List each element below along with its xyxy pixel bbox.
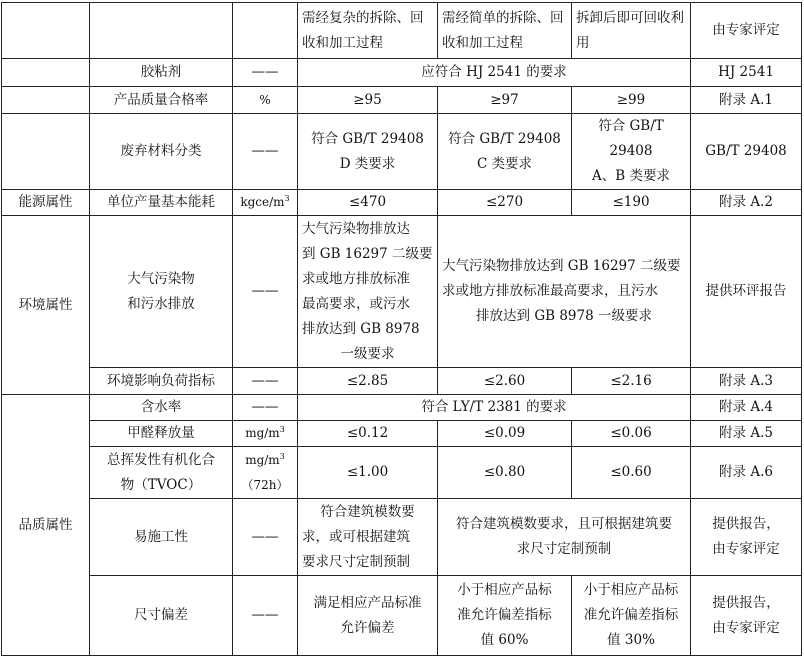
value-complex	[298, 216, 438, 368]
value-line: 小于相应产品标	[457, 582, 552, 598]
indicator-unit: ——	[233, 216, 298, 368]
value-line: 符合 GB/T 29408	[598, 118, 664, 159]
test-method: HJ 2541	[691, 59, 802, 87]
value-direct	[572, 576, 691, 656]
indicator-name: 尺寸偏差	[90, 576, 233, 656]
indicator-unit: ——	[233, 114, 298, 190]
row-moisture	[2, 395, 802, 421]
value-complex	[298, 114, 438, 190]
value-line: 符合建筑模数要	[320, 503, 415, 520]
value-line: 符合建筑模数要求，且可根据建筑要	[456, 516, 672, 532]
value-line: 到 GB 16297 二级要	[302, 245, 433, 262]
group-energy: 能源属性	[2, 190, 90, 216]
value-direct: ≤0.60	[572, 447, 691, 499]
row-emission	[2, 216, 802, 368]
row-formaldehyde	[2, 421, 802, 447]
test-method: 附录 A.3	[691, 368, 802, 395]
value-line: 准允许偏差指标	[457, 607, 552, 623]
test-method: 附录 A.2	[691, 190, 802, 216]
value-line: 符合 GB/T 29408	[311, 130, 424, 147]
value-direct: ≥99	[572, 87, 691, 114]
header-direct-recycle: 拆卸后即可回收利用	[572, 3, 691, 59]
method-line: 提供报告，	[712, 594, 780, 611]
header-complex-process: 需经复杂的拆除、回收和加工过程	[298, 3, 438, 59]
header-row	[2, 3, 802, 59]
value-complex	[298, 576, 438, 656]
value-line: A、B 类要求	[592, 168, 670, 184]
indicator-unit: $mg/m^3$	[233, 421, 298, 447]
value-line: 准允许偏差指标	[583, 607, 679, 623]
value-line: 值 30%	[607, 632, 655, 648]
value-line: 求或地方排放标准最高要求，且污水	[442, 283, 658, 299]
value-simple: ≤0.80	[438, 447, 572, 499]
group-blank-top	[2, 114, 90, 190]
value-line: 小于相应产品标	[583, 582, 679, 598]
value-line: D 类要求	[339, 155, 396, 172]
indicator-unit: ——	[233, 59, 298, 87]
value-simple: ≤270	[438, 190, 572, 216]
row-env-load	[2, 368, 802, 395]
value-line: 一级要求	[340, 345, 395, 362]
indicator-unit: ——	[233, 368, 298, 395]
row-size	[2, 576, 802, 656]
value-complex: ≤470	[298, 190, 438, 216]
group-quality: 品质属性	[2, 395, 90, 656]
value-simple: ≤0.09	[438, 421, 572, 447]
method-line: 提供报告，	[712, 516, 780, 532]
indicator-unit: kgce/$m^3$	[233, 190, 298, 216]
indicator-name: 产品质量合格率	[90, 87, 233, 114]
header-blank-group	[2, 3, 90, 59]
value-simple: ≤2.60	[438, 368, 572, 395]
group-blank-top	[2, 59, 90, 87]
group-environment: 环境属性	[2, 216, 90, 395]
value-direct	[572, 114, 691, 190]
header-blank-unit	[233, 3, 298, 59]
value-complex: ≤2.85	[298, 368, 438, 395]
method-line: 由专家评定	[712, 619, 780, 636]
value-line: 满足相应产品标准	[313, 594, 422, 611]
test-method: GB/T 29408	[691, 114, 802, 190]
row-waste	[2, 114, 802, 190]
indicator-name: 单位产量基本能耗	[90, 190, 233, 216]
value-line: 大气污染物排放达	[302, 220, 410, 237]
value-merged	[438, 216, 691, 368]
name-line: 物（TVOC）	[120, 476, 202, 493]
value-line: 要求尺寸定制预制	[302, 553, 410, 570]
indicator-unit: %	[233, 87, 298, 114]
indicator-name: 含水率	[90, 395, 233, 421]
value-simple	[438, 576, 572, 656]
test-method: 提供环评报告	[691, 216, 802, 368]
row-tvoc	[2, 447, 802, 499]
method-line: 由专家评定	[712, 541, 780, 557]
test-method: 附录 A.1	[691, 87, 802, 114]
value-direct: ≤2.16	[572, 368, 691, 395]
indicator-name: 胶粘剂	[90, 59, 233, 87]
value-line: 允许偏差	[340, 619, 395, 636]
group-blank-top	[2, 87, 90, 114]
name-line: 和污水排放	[127, 295, 195, 312]
value-line: 大气污染物排放达到 GB 16297 二级要	[442, 258, 681, 274]
indicator-name: 易施工性	[90, 499, 233, 576]
value-merged	[438, 499, 691, 576]
value-line: 求尺寸定制预制	[516, 541, 612, 557]
row-pass-rate	[2, 87, 802, 114]
name-line: 大气污染物	[127, 270, 195, 287]
value-line: 排放达到 GB 8978	[302, 320, 420, 337]
row-energy	[2, 190, 802, 216]
value-line: C 类要求	[476, 155, 533, 172]
indicator-unit: ——	[233, 576, 298, 656]
test-method	[691, 576, 802, 656]
value-complex	[298, 499, 438, 576]
merged-requirement: 应符合 HJ 2541 的要求	[298, 59, 691, 87]
value-line: 值 60%	[480, 632, 529, 648]
header-blank-name	[90, 3, 233, 59]
indicator-name: 甲醛释放量	[90, 421, 233, 447]
merged-requirement: 符合 LY/T 2381 的要求	[298, 395, 691, 421]
value-direct: ≤0.06	[572, 421, 691, 447]
indicator-unit: $mg/m^3$ （72h）	[233, 447, 298, 499]
value-line: 最高要求，或污水	[302, 295, 410, 312]
test-method	[691, 499, 802, 576]
value-simple	[438, 114, 572, 190]
value-line: 符合 GB/T 29408	[448, 130, 561, 147]
indicator-name: 废弃材料分类	[90, 114, 233, 190]
header-expert-eval: 由专家评定	[691, 3, 802, 59]
test-method: 附录 A.5	[691, 421, 802, 447]
indicator-name	[90, 216, 233, 368]
value-complex: ≤1.00	[298, 447, 438, 499]
standards-table	[1, 2, 802, 656]
header-simple-process: 需经简单的拆除、回收和加工过程	[438, 3, 572, 59]
test-method: 附录 A.4	[691, 395, 802, 421]
indicator-name: 环境影响负荷指标	[90, 368, 233, 395]
value-line: 求，或可根据建筑	[302, 528, 410, 545]
indicator-unit: ——	[233, 499, 298, 576]
unit-line: （72h）	[241, 477, 289, 492]
value-complex: ≥95	[298, 87, 438, 114]
value-complex: ≤0.12	[298, 421, 438, 447]
indicator-unit: ——	[233, 395, 298, 421]
value-line: 求或地方排放标准	[302, 270, 410, 287]
row-adhesive	[2, 59, 802, 87]
indicator-name	[90, 447, 233, 499]
value-line: 排放达到 GB 8978 一级要求	[476, 308, 652, 324]
value-direct: ≤190	[572, 190, 691, 216]
value-simple: ≥97	[438, 87, 572, 114]
row-construct	[2, 499, 802, 576]
name-line: 总挥发性有机化合	[107, 451, 215, 468]
test-method: 附录 A.6	[691, 447, 802, 499]
